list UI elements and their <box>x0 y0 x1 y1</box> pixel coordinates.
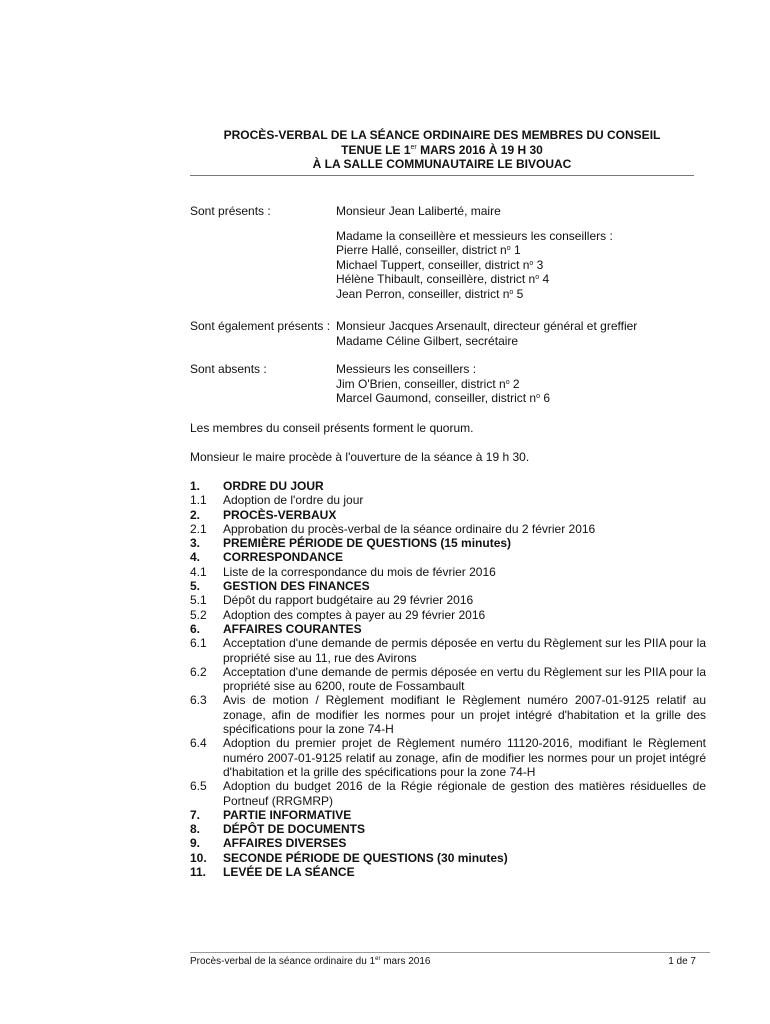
agenda-item-number: 5.2 <box>190 607 207 622</box>
present-label: Sont présents : <box>190 204 271 218</box>
agenda-item <box>190 479 706 493</box>
title-line-2-end: MARS 2016 À 19 H 30 <box>416 142 543 157</box>
present-member: Jean Perron, conseiller, district $n^o$ 5 <box>336 286 524 301</box>
agenda-item <box>190 822 706 836</box>
agenda-item-text: Approbation du procès-verbal de la séance ordinaire du 2 février 2016 <box>223 521 596 536</box>
agenda-item-text: Adoption des comptes à payer au 29 février 2016 <box>223 607 486 622</box>
agenda-item-text: LEVÉE DE LA SÉANCE <box>223 865 355 880</box>
agenda-item-number: 1.1 <box>190 493 207 508</box>
agenda-item-text: Liste de la correspondance du mois de février 2016 <box>223 564 496 579</box>
agenda-item <box>190 550 706 564</box>
agenda-item <box>190 565 706 579</box>
agenda-item-text: AFFAIRES DIVERSES <box>223 836 347 851</box>
agenda-item <box>190 579 706 593</box>
absent-list <box>336 362 550 406</box>
agenda-item <box>190 508 706 522</box>
agenda-item-text: PROCÈS-VERBAUX <box>223 507 337 522</box>
agenda-item-number: 5.1 <box>190 593 207 608</box>
agenda-item-number: 10. <box>190 850 207 865</box>
agenda-item <box>190 636 706 665</box>
agenda-item-text: DÉPÔT DE DOCUMENTS <box>223 822 366 837</box>
present-maire: Monsieur Jean Laliberté, maire <box>336 204 501 218</box>
present-intro: Madame la conseillère et messieurs les conseillers : <box>336 228 613 243</box>
footer-title: Procès-verbal de la séance ordinaire du 1er mars 2016 <box>190 956 431 967</box>
agenda-item-text: Acceptation d'une demande de permis déposée en vertu du Règlement sur les PIIA pour la propriété sise au 6200, route de Fossambault <box>223 664 706 694</box>
agenda-item-number: 6. <box>190 621 201 636</box>
absent-intro: Messieurs les conseillers : <box>336 362 477 376</box>
agenda-item-number: 11. <box>190 865 207 880</box>
agenda-item-number: 6.3 <box>190 693 207 708</box>
agenda-item-number: 2.1 <box>190 521 207 536</box>
agenda-item <box>190 608 706 622</box>
agenda-item <box>190 593 706 607</box>
agenda-item <box>190 836 706 850</box>
agenda-item <box>190 851 706 865</box>
agenda-item-text: Adoption de l'ordre du jour <box>223 493 364 508</box>
title-line-2 <box>190 143 694 158</box>
agenda-item-number: 1. <box>190 479 201 493</box>
absent-member: Marcel Gaumond, conseiller, district $n^o$ 6 <box>336 391 551 405</box>
agenda-item <box>190 808 706 822</box>
agenda-item-text: ORDRE DU JOUR <box>223 479 324 493</box>
quorum-statement: Les membres du conseil présents forment le quorum. <box>190 421 474 435</box>
agenda-item-number: 9. <box>190 836 201 851</box>
page-number: 1 de 7 <box>668 956 696 967</box>
agenda-item-number: 6.4 <box>190 736 207 751</box>
present-member: Michael Tuppert, conseiller, district $n^o$ 3 <box>336 257 544 272</box>
title-line-2-start: TENUE LE 1 <box>341 142 411 157</box>
agenda-item-number: 4. <box>190 550 201 565</box>
agenda-item-number: 2. <box>190 507 201 522</box>
agenda-item <box>190 736 706 779</box>
agenda-item <box>190 622 706 636</box>
also-present-item: Madame Céline Gilbert, secrétaire <box>336 333 519 348</box>
opening-statement: Monsieur le maire procède à l'ouverture de la séance à 19 h 30. <box>190 450 530 464</box>
present-member: Hélène Thibault, conseillère, district $n^o$ 4 <box>336 272 550 286</box>
agenda-item-text: Acceptation d'une demande de permis déposée en vertu du Règlement sur les PIIA pour la propriété sise au 11, rue des Avirons <box>223 636 706 665</box>
title-line-2-superscript: er <box>410 143 417 151</box>
present-member: Pierre Hallé, conseiller, district $n^o$ 1 <box>336 243 521 257</box>
document-title <box>190 128 694 172</box>
absent-member: Jim O'Brien, conseiller, district $n^o$ 2 <box>336 376 520 391</box>
title-line-1: PROCÈS-VERBAL DE LA SÉANCE ORDINAIRE DES MEMBRES DU CONSEIL <box>223 128 661 142</box>
agenda-item-text: AFFAIRES COURANTES <box>223 621 362 636</box>
agenda-item-number: 6.1 <box>190 636 207 651</box>
title-divider <box>190 175 694 176</box>
also-present-label: Sont également présents : <box>190 319 331 333</box>
agenda-item <box>190 865 706 879</box>
footer-divider <box>190 952 710 953</box>
agenda-item-text: CORRESPONDANCE <box>223 550 344 565</box>
agenda-item-text: PREMIÈRE PÉRIODE DE QUESTIONS (15 minutes) <box>223 536 512 551</box>
title-line-3: À LA SALLE COMMUNAUTAIRE LE BIVOUAC <box>312 157 572 171</box>
agenda-item-number: 6.2 <box>190 664 207 679</box>
agenda-item <box>190 693 706 736</box>
agenda-item <box>190 779 706 808</box>
agenda-item-number: 3. <box>190 536 201 551</box>
agenda-item-text: GESTION DES FINANCES <box>223 579 370 594</box>
agenda-item-number: 7. <box>190 807 201 822</box>
agenda-item-number: 6.5 <box>190 779 207 794</box>
agenda-item-text: Adoption du budget 2016 de la Régie régionale de gestion des matières résiduelles de Portneuf (RRGMRP) <box>223 779 706 808</box>
also-present-item: Monsieur Jacques Arsenault, directeur général et greffier <box>336 319 638 333</box>
agenda-item-number: 8. <box>190 822 201 837</box>
agenda-item <box>190 522 706 536</box>
agenda-item-text: SECONDE PÉRIODE DE QUESTIONS (30 minutes) <box>223 850 508 865</box>
agenda-item-text: Dépôt du rapport budgétaire au 29 février 2016 <box>223 593 474 608</box>
agenda-item <box>190 665 706 694</box>
agenda-item-text: Avis de motion / Règlement modifiant le Règlement numéro 2007-01-9125 relatif au zonage, afin de modifier les normes pour un projet intégré d'habitation et la grille des spécifications pour la zone 74-H <box>223 693 706 737</box>
present-list <box>336 204 613 301</box>
agenda-item-text: PARTIE INFORMATIVE <box>223 807 352 822</box>
agenda-item-text: Adoption du premier projet de Règlement numéro 11120-2016, modifiant le Règlement numéro 2007-01-9125 relatif au zonage, afin de modifier les normes pour un projet intégré d'habitation et la grille des spécifications pour la zone 74-H <box>223 736 706 779</box>
agenda-list <box>190 479 706 879</box>
agenda-item-number: 4.1 <box>190 564 207 579</box>
absent-label: Sont absents : <box>190 362 267 376</box>
agenda-item <box>190 493 706 507</box>
also-present-list <box>336 319 637 348</box>
agenda-item <box>190 536 706 550</box>
agenda-item-number: 5. <box>190 579 201 594</box>
